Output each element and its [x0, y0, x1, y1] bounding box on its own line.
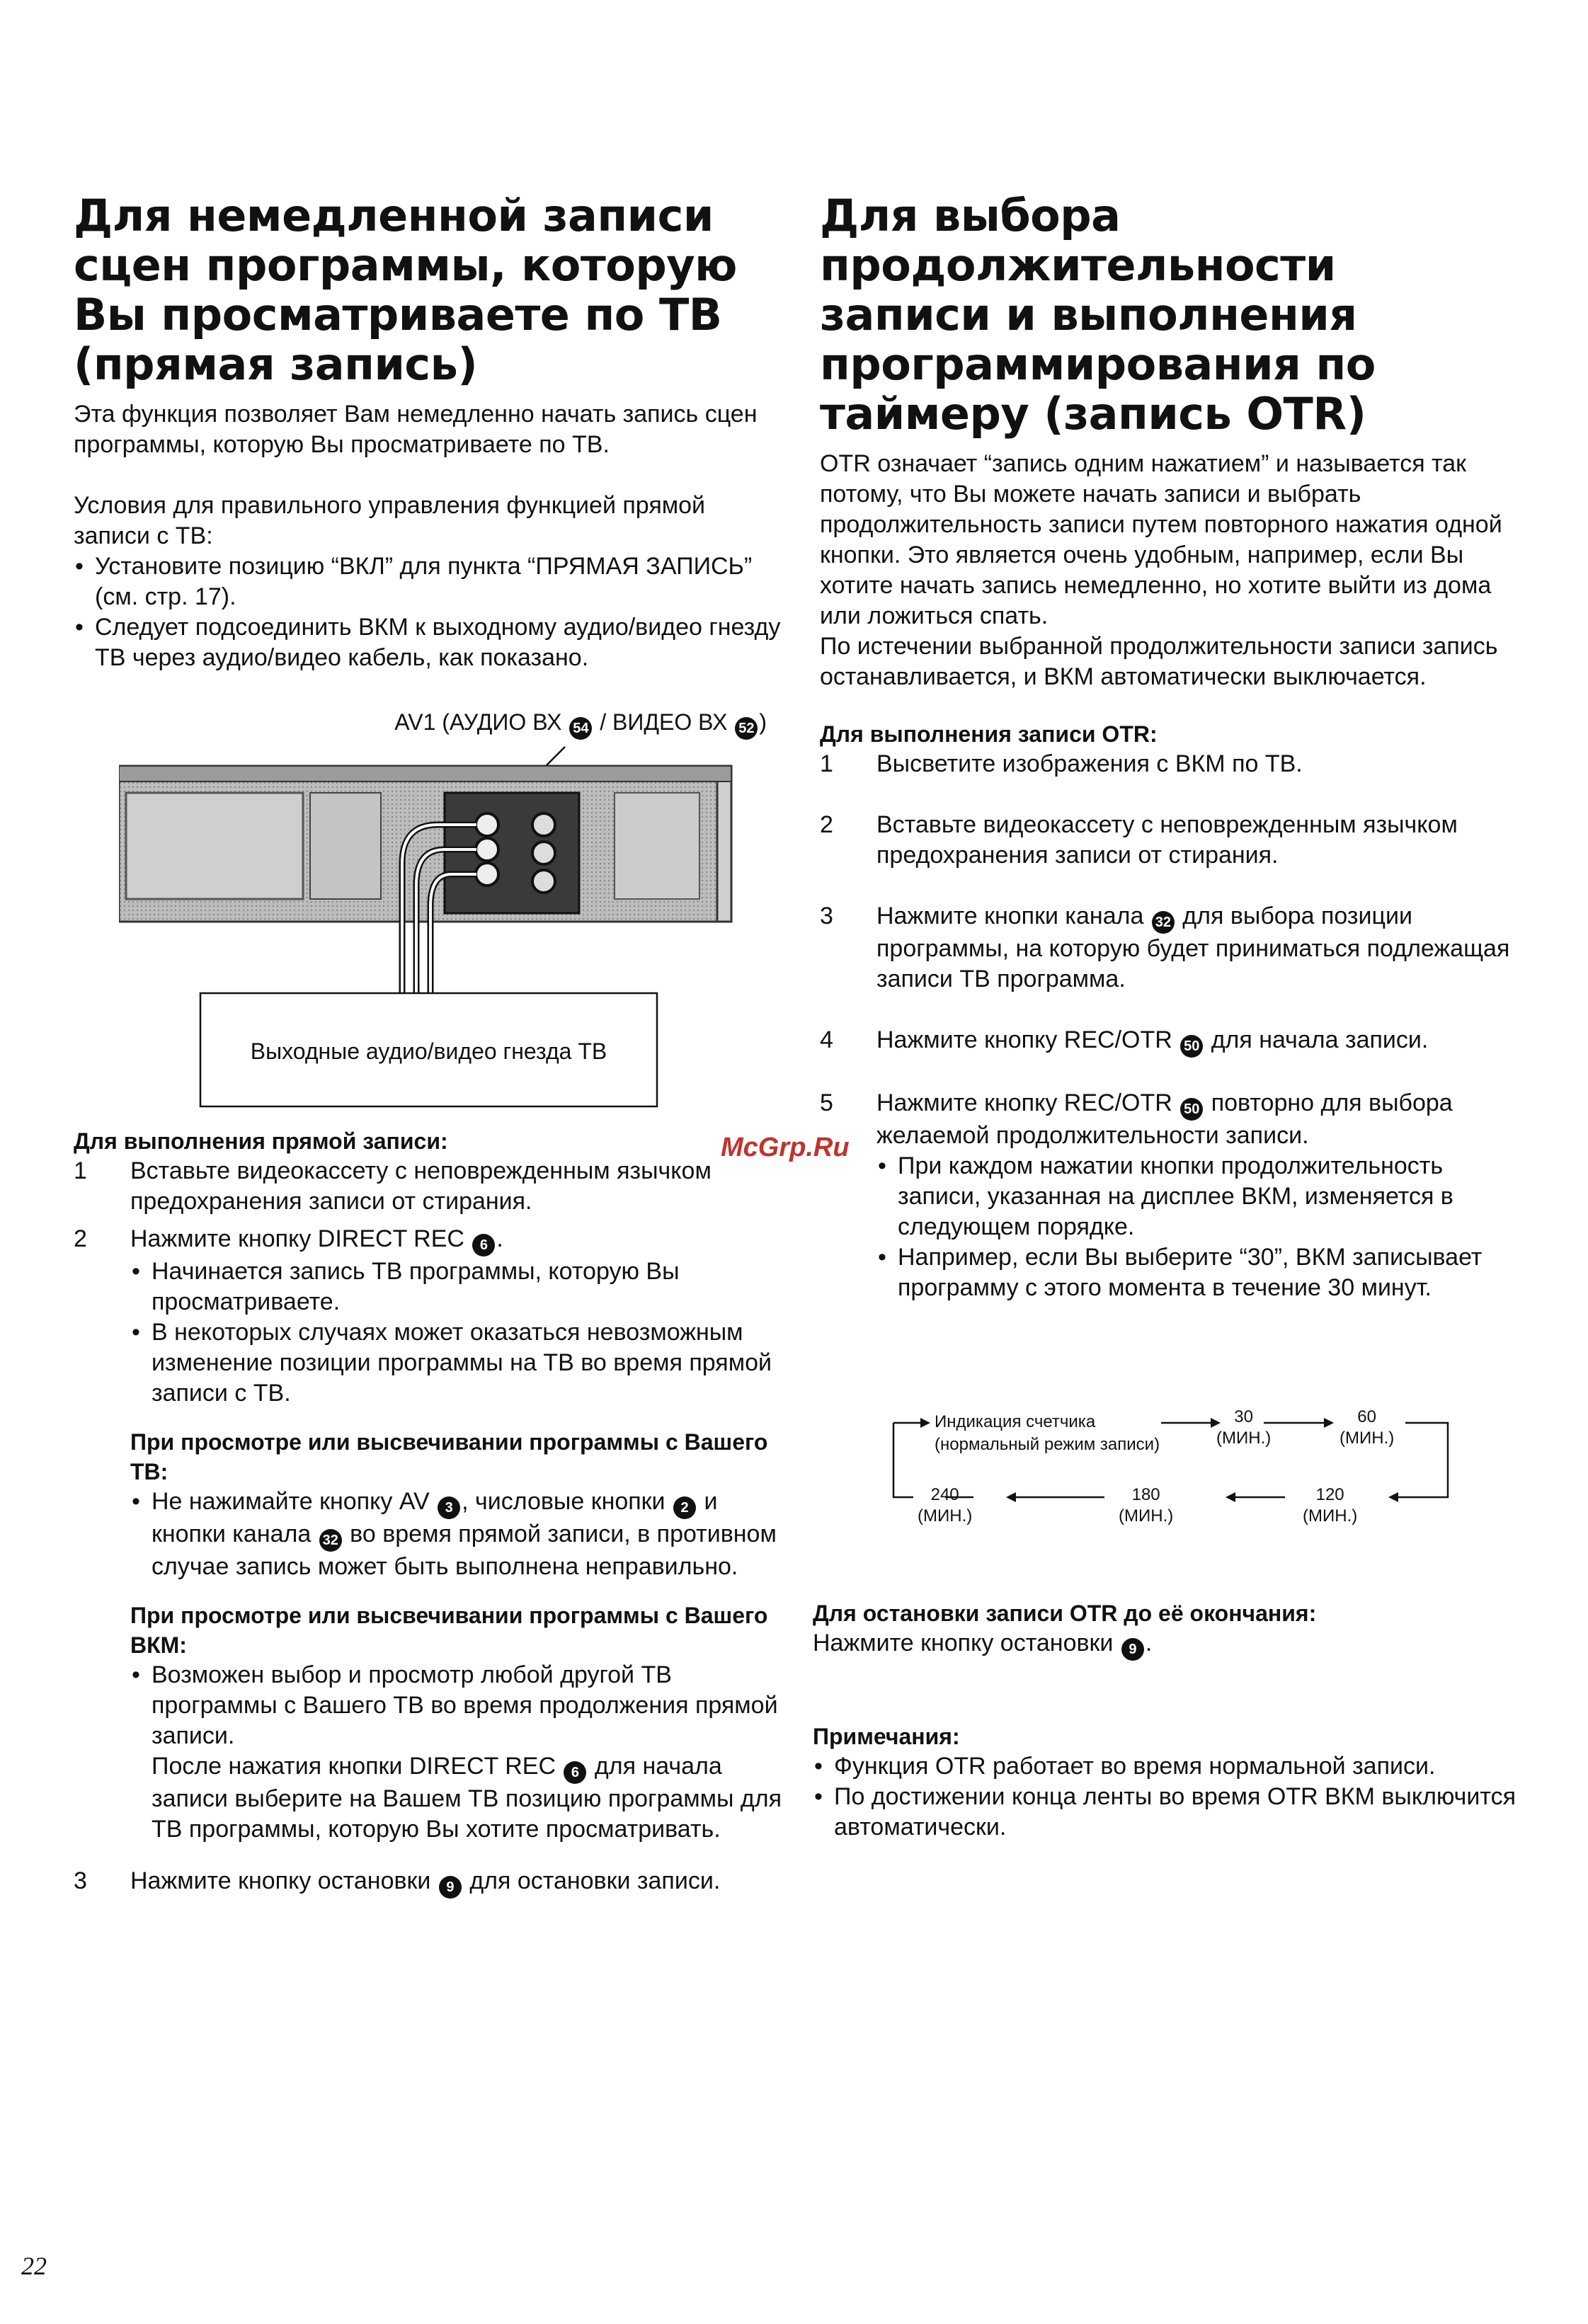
- note-text: и кнопки канала: [152, 1488, 718, 1547]
- conditions-list: [74, 551, 782, 673]
- step-number: 3: [820, 903, 833, 929]
- jack-number-icon: 54: [569, 717, 592, 740]
- tv-viewing-notes: [130, 1487, 782, 1582]
- button-number-icon: 50: [1180, 1098, 1203, 1121]
- direct-step-3: [74, 1866, 782, 1899]
- av-label-text: / ВИДЕО ВХ: [600, 709, 728, 735]
- note-text: Возможен выбор и просмотр любой другой ТВ программы с Вашего ТВ во время продолжения прямой записи.: [152, 1661, 778, 1749]
- otr-step-5: [820, 1088, 1521, 1303]
- step-text: Нажмите кнопки канала: [876, 903, 1144, 929]
- arrow-head: [920, 1418, 930, 1428]
- notes-heading: Примечания:: [813, 1724, 960, 1749]
- tv-viewing-heading: При просмотре или высвечивании программы с Вашего ТВ:: [130, 1429, 768, 1484]
- jack-number-icon: 52: [735, 717, 758, 740]
- note-text: во время прямой записи, в противном случае запись может быть выполнена неправильно.: [152, 1521, 777, 1580]
- note-item: • В некоторых случаях может оказаться невозможным изменение позиции программы на ТВ во время прямой записи с ТВ.: [130, 1317, 782, 1409]
- button-number-icon: 9: [1121, 1638, 1144, 1661]
- duration-240: [918, 1484, 972, 1527]
- av-jack: [532, 813, 555, 836]
- duration-value: 30: [1234, 1407, 1253, 1426]
- direct-step-1: [74, 1156, 782, 1217]
- arrow-head: [1006, 1492, 1016, 1502]
- step-text: повторно для выбора желаемой продолжительности записи.: [876, 1089, 1453, 1149]
- vcr-panel-frame: [310, 793, 381, 899]
- duration-unit: (МИН.): [1339, 1429, 1395, 1448]
- step-number: 2: [74, 1225, 87, 1252]
- step-text: Вставьте видеокассету с неповрежденным язычком предохранения записи от стирания.: [876, 811, 1458, 869]
- step-text: Нажмите кнопку остановки: [130, 1867, 431, 1894]
- step-text: Высветите изображения с ВКМ по ТВ.: [876, 750, 1303, 777]
- cycle-line: [893, 1423, 913, 1497]
- button-number-icon: 32: [1152, 911, 1175, 934]
- otr-step-3: [820, 901, 1521, 995]
- button-number-icon: 2: [673, 1496, 696, 1519]
- av-jack: [532, 870, 555, 893]
- duration-unit: (МИН.): [918, 1506, 973, 1526]
- step-text: Нажмите кнопку REC/OTR: [876, 1026, 1172, 1053]
- vcr-top-strip: [119, 766, 731, 782]
- duration-60: [1339, 1407, 1394, 1449]
- av-plug: [476, 813, 498, 836]
- direct-record-title: Для немедленной записи сцен программы, которую Вы просматриваете по ТВ (прямая запись): [74, 190, 737, 390]
- step-number: 3: [74, 1867, 87, 1894]
- otr-procedure-heading: Для выполнения записи OTR:: [820, 721, 1158, 747]
- note-item: [130, 1487, 782, 1582]
- direct-procedure-heading: Для выполнения прямой записи:: [74, 1128, 448, 1154]
- step-text: Нажмите кнопку DIRECT REC: [130, 1225, 464, 1252]
- step-text: для начала записи.: [1211, 1026, 1429, 1053]
- duration-value: 240: [930, 1485, 959, 1504]
- arrow-head: [1324, 1418, 1334, 1428]
- otr-step-1: [820, 749, 1521, 779]
- step-number: 4: [820, 1026, 833, 1053]
- step-number: 5: [820, 1089, 833, 1116]
- vcr-viewing-notes: [130, 1660, 782, 1845]
- vcr-right-edge: [717, 766, 731, 922]
- otr-duration-cycle: [878, 1398, 1480, 1540]
- notes-list: [813, 1751, 1521, 1843]
- vcr-viewing-heading: При просмотре или высвечивании программы с Вашего ВКМ:: [130, 1603, 768, 1658]
- direct-step-2: 2 Нажмите кнопку DIRECT REC 6 . • Начинается запись ТВ программы, которую Вы просматриваете. • В некоторых случаях может оказаться невозможным изменение позиции программы на ТВ во время прямой записи с ТВ. При просмотре или высвечивании программы с Вашего ТВ: • Не нажимайте кнопку AV 3 , числовые кнопки 2 и кнопки канала 32 во время прямой записи, в противном случае запись может быть выполнена неправильно. При просмотре или высвечивании программы с Вашего ВКМ: • Возможен выбор и просмотр любой другой ТВ программы с Вашего ТВ во время продолжения прямой записи. После нажатия кнопки DIRECT REC 6 для начала записи выберите на Вашем ТВ позицию программы для ТВ программы, которую Вы хотите просматривать.: [74, 1224, 782, 1845]
- vcr-side-panel: [615, 793, 699, 899]
- duration-unit: (МИН.): [1119, 1506, 1174, 1526]
- step-number: 2: [820, 811, 833, 838]
- conditions-text: Условия для правильного управления функцией прямой записи с ТВ:: [74, 492, 706, 549]
- note-text: для начала записи выберите на Вашем ТВ позицию программы для ТВ программы, которую Вы хотите просматривать.: [152, 1753, 782, 1843]
- page-number: 22: [21, 2252, 47, 2280]
- step-number: 1: [820, 750, 833, 777]
- button-number-icon: 32: [319, 1529, 342, 1552]
- button-number-icon: 6: [564, 1761, 586, 1784]
- duration-unit: (МИН.): [1216, 1429, 1272, 1448]
- arrow-head: [1388, 1492, 1398, 1502]
- arrow-head: [1226, 1492, 1235, 1502]
- otr-title: Для выбора продолжительности записи и выполнения программирования по таймеру (запись OTR): [820, 190, 1376, 440]
- note-item: • Начинается запись ТВ программы, которую Вы просматриваете.: [130, 1257, 782, 1317]
- note-item: • По достижении конца ленты во время OTR ВКМ выключится автоматически.: [813, 1782, 1521, 1843]
- duration-value: 180: [1131, 1485, 1160, 1504]
- otr-intro-2: По истечении выбранной продолжительности записи запись останавливается, и ВКМ автоматически выключается.: [820, 633, 1498, 690]
- tv-jacks-label: Выходные аудио/видео гнезда ТВ: [250, 1038, 607, 1064]
- av-plug: [476, 838, 498, 861]
- note-text: После нажатия кнопки DIRECT REC: [152, 1753, 556, 1780]
- step-5-notes: [876, 1151, 1521, 1303]
- duration-180: [1119, 1484, 1173, 1527]
- duration-value: 120: [1315, 1485, 1344, 1504]
- step-number: 1: [74, 1157, 87, 1184]
- button-number-icon: 6: [472, 1234, 495, 1257]
- note-text: , числовые кнопки: [462, 1488, 666, 1515]
- note-item: • При каждом нажатии кнопки продолжительность записи, указанная на дисплее ВКМ, изменяется в следующем порядке.: [876, 1151, 1521, 1242]
- stop-text: Нажмите кнопку остановки: [813, 1630, 1114, 1656]
- duration-value: 60: [1357, 1407, 1376, 1426]
- note-item: • Например, если Вы выберите “30”, ВКМ записывает программу с этого момента в течение 30 минут.: [876, 1242, 1521, 1303]
- condition-item: • Установите позицию “ВКЛ” для пункта “ПРЯМАЯ ЗАПИСЬ” (см. стр. 17).: [74, 551, 782, 612]
- duration-120: [1303, 1484, 1357, 1527]
- otr-step-2: [820, 810, 1521, 871]
- duration-30: [1216, 1407, 1271, 1449]
- step-text: Вставьте видеокассету с неповрежденным язычком предохранения записи от стирания.: [130, 1157, 712, 1215]
- step-text: для остановки записи.: [469, 1867, 721, 1894]
- otr-stop-section: [813, 1598, 1521, 1843]
- note-item: [130, 1660, 782, 1845]
- otr-stop-heading: Для остановки записи OTR до её окончания:: [813, 1601, 1317, 1626]
- button-number-icon: 50: [1180, 1035, 1203, 1058]
- av-label-text: ): [759, 709, 767, 735]
- vcr-jack-panel: [445, 793, 579, 913]
- otr-intro: OTR означает “запись одним нажатием” и называется так потому, что Вы можете начать записи и выбрать продолжительность записи путем повторного нажатия одной кнопки. Это является очень удобным, например, если Вы хотите начать запись немедленно, но хотите выйти из дома или ложиться спать.: [820, 450, 1502, 629]
- av-plug: [476, 863, 498, 886]
- step-2-notes: [130, 1257, 782, 1409]
- av-jack: [532, 842, 555, 864]
- counter-indication-label: [935, 1411, 1160, 1456]
- duration-unit: (МИН.): [1303, 1506, 1358, 1526]
- vcr-cassette-panel: [126, 793, 303, 899]
- note-item: • Функция OTR работает во время нормальной записи.: [813, 1751, 1521, 1782]
- note-text: Не нажимайте кнопку AV: [152, 1488, 430, 1515]
- button-number-icon: 9: [439, 1876, 462, 1899]
- vcr-connection-diagram: [119, 701, 777, 1126]
- step-text: для выбора позиции программы, на которую будет приниматься подлежащая записи ТВ программа.: [876, 903, 1510, 992]
- otr-step-4: [820, 1025, 1521, 1058]
- cycle-start-label: Индикация счетчика: [935, 1412, 1096, 1431]
- button-number-icon: 3: [438, 1496, 460, 1519]
- right-column: [820, 191, 1521, 1303]
- direct-record-intro: Эта функция позволяет Вам немедленно начать запись сцен программы, которую Вы просматриваете по ТВ.: [74, 401, 758, 458]
- cycle-line: [1398, 1423, 1448, 1497]
- condition-item: • Следует подсоединить ВКМ к выходному аудио/видео гнезду ТВ через аудио/видео кабель, как показано.: [74, 612, 782, 673]
- av-label-text: AV1 (АУДИО ВХ: [394, 709, 562, 735]
- cycle-start-mode: (нормальный режим записи): [935, 1435, 1160, 1454]
- watermark: McGrp.Ru: [721, 1133, 850, 1162]
- stop-text: .: [1145, 1630, 1153, 1656]
- step-text: Нажмите кнопку REC/OTR: [876, 1089, 1172, 1116]
